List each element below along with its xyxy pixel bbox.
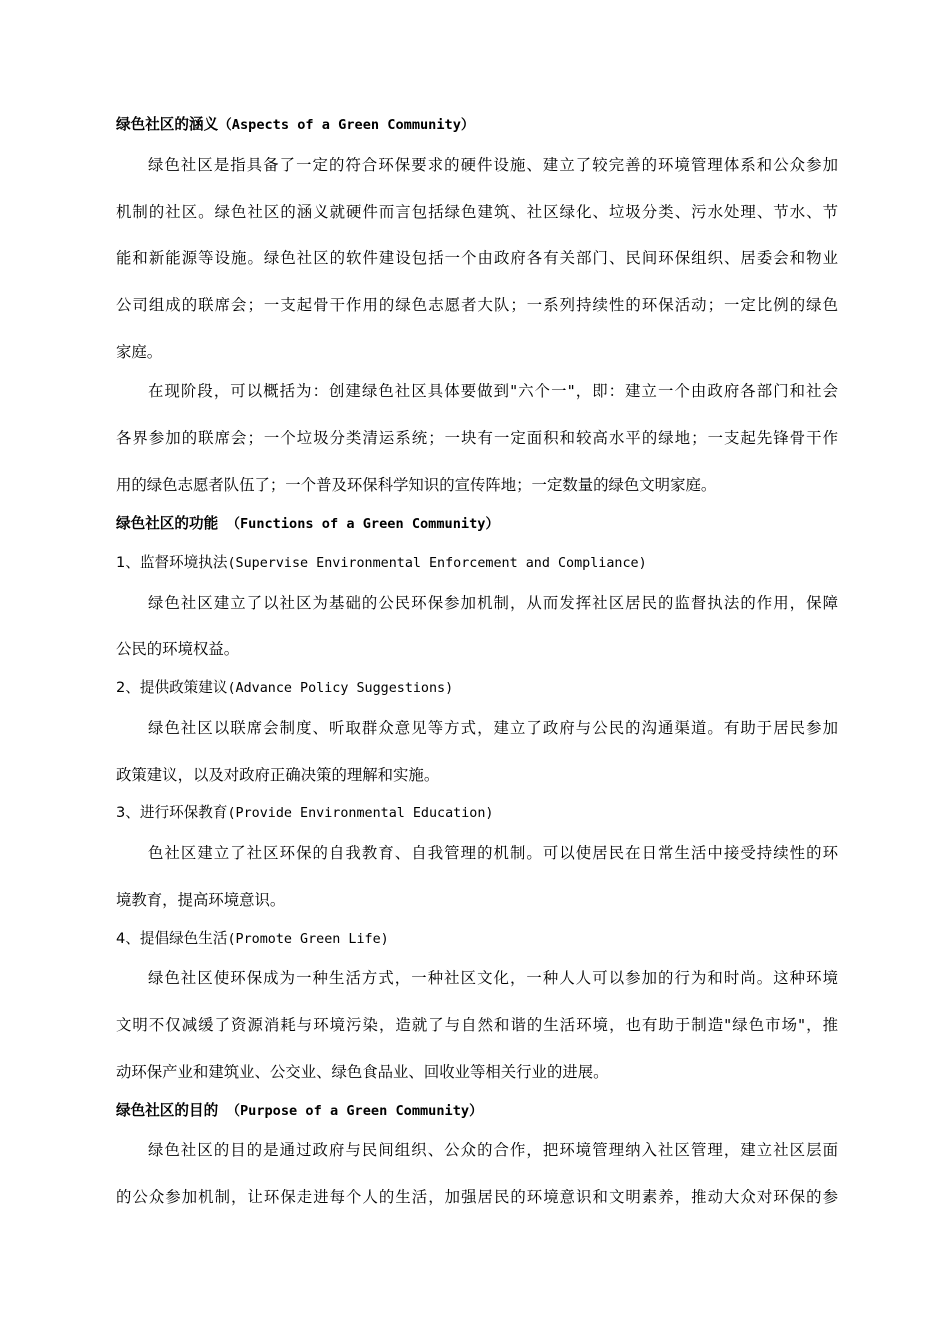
paragraph-line: 境教育，提高环境意识。 xyxy=(116,891,286,909)
paragraph-line: 能和新能源等设施。绿色社区的软件建设包括一个由政府各有关部门、民间环保组织、居委会和物业 xyxy=(116,249,838,267)
heading-en: （Purpose of a Green Community） xyxy=(218,1103,483,1119)
paragraph-line: 各界参加的联席会；一个垃圾分类清运系统；一块有一定面积和较高水平的绿地；一支起先锋骨干作 xyxy=(116,429,838,447)
function-item-title xyxy=(116,801,838,825)
section-heading-functions xyxy=(116,512,838,536)
item-title-zh: 2、提供政策建议 xyxy=(116,679,228,696)
paragraph-line: 绿色社区是指具备了一定的符合环保要求的硬件设施、建立了较完善的环境管理体系和公众参加 xyxy=(148,156,838,174)
paragraph-line: 机制的社区。绿色社区的涵义就硬件而言包括绿色建筑、社区绿化、垃圾分类、污水处理、节水、节 xyxy=(116,203,838,221)
heading-zh: 绿色社区的目的 xyxy=(116,1102,219,1119)
heading-zh: 绿色社区的功能 xyxy=(116,515,219,532)
heading-zh: 绿色社区的涵义 xyxy=(116,116,219,133)
item-title-zh: 1、监督环境执法 xyxy=(116,554,228,571)
paragraph-line: 用的绿色志愿者队伍了；一个普及环保科学知识的宣传阵地；一定数量的绿色文明家庭。 xyxy=(116,476,717,494)
function-item-title xyxy=(116,676,838,700)
paragraph-line: 公民的环境权益。 xyxy=(116,640,240,658)
paragraph-line: 绿色社区的目的是通过政府与民间组织、公众的合作，把环境管理纳入社区管理，建立社区层面 xyxy=(148,1141,838,1159)
function-item-title xyxy=(116,927,838,951)
paragraph-line: 公司组成的联席会；一支起骨干作用的绿色志愿者大队；一系列持续性的环保活动；一定比例的绿色 xyxy=(116,296,838,314)
paragraph-line: 在现阶段，可以概括为：创建绿色社区具体要做到"六个一"，即：建立一个由政府各部门和社会 xyxy=(148,382,838,400)
paragraph-line: 色社区建立了社区环保的自我教育、自我管理的机制。可以使居民在日常生活中接受持续性的环 xyxy=(148,844,838,862)
function-item-title xyxy=(116,551,838,575)
paragraph-line: 文明不仅减缓了资源消耗与环境污染，造就了与自然和谐的生活环境，也有助于制造"绿色市场"，推 xyxy=(116,1016,838,1034)
item-title-en: (Promote Green Life) xyxy=(227,932,389,947)
paragraph-line: 家庭。 xyxy=(116,343,163,361)
item-title-zh: 4、提倡绿色生活 xyxy=(116,930,228,947)
paragraph-line: 的公众参加机制，让环保走进每个人的生活，加强居民的环境意识和文明素养，推动大众对环保的参 xyxy=(116,1188,838,1206)
heading-en: （Aspects of a Green Community） xyxy=(218,117,475,133)
paragraph-line: 绿色社区使环保成为一种生活方式，一种社区文化，一种人人可以参加的行为和时尚。这种环境 xyxy=(148,969,838,987)
item-title-en: (Advance Policy Suggestions) xyxy=(227,681,454,696)
item-title-en: (Provide Environmental Education) xyxy=(227,806,494,821)
item-title-zh: 3、进行环保教育 xyxy=(116,804,228,821)
item-title-en: (Supervise Environmental Enforcement and Compliance) xyxy=(227,556,647,571)
paragraph-line: 动环保产业和建筑业、公交业、绿色食品业、回收业等相关行业的进展。 xyxy=(116,1063,609,1081)
heading-en: （Functions of a Green Community） xyxy=(218,516,500,532)
section-heading-purpose xyxy=(116,1099,838,1123)
paragraph-line: 绿色社区以联席会制度、听取群众意见等方式，建立了政府与公民的沟通渠道。有助于居民参加 xyxy=(148,719,838,737)
section-heading-aspects xyxy=(116,113,838,137)
paragraph-line: 绿色社区建立了以社区为基础的公民环保参加机制，从而发挥社区居民的监督执法的作用，保障 xyxy=(148,594,838,612)
paragraph-line: 政策建议，以及对政府正确决策的理解和实施。 xyxy=(116,766,440,784)
